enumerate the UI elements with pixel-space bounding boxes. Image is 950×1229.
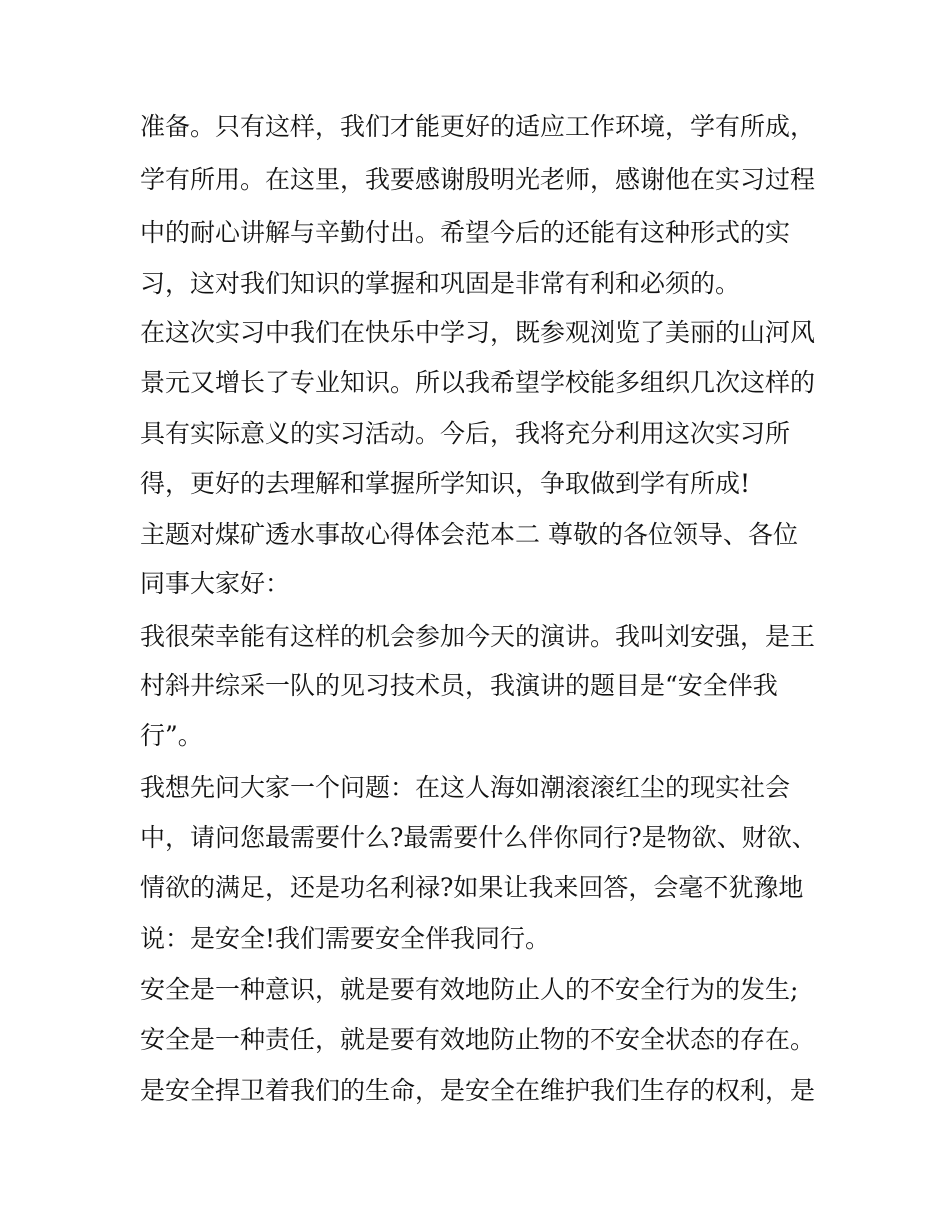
text-line-14: 我想先问大家一个问题：在这人海如潮滚滚红尘的现实社会: [140, 773, 791, 802]
text-line-11: 我很荣幸能有这样的机会参加今天的演讲。我叫刘安强，是王: [140, 622, 816, 651]
text-line-13: 行”。: [140, 721, 203, 750]
text-line-6: 景元又增长了专业知识。所以我希望学校能多组织几次这样的: [140, 368, 816, 397]
text-line-1: 准备。只有这样，我们才能更好的适应工作环境，学有所成，: [140, 112, 816, 141]
text-line-15: 中，请问您最需要什么?最需要什么伴你同行?是物欲、财欲、: [140, 823, 817, 852]
text-line-17: 说：是安全!我们需要安全伴我同行。: [140, 924, 551, 953]
text-line-19: 安全是一种责任，就是要有效地防止物的不安全状态的存在。: [140, 1025, 816, 1054]
text-line-4: 习，这对我们知识的掌握和巩固是非常有利和必须的。: [140, 269, 741, 298]
text-line-16: 情欲的满足，还是功名利禄?如果让我来回答，会毫不犹豫地: [140, 873, 804, 902]
text-line-2: 学有所用。在这里，我要感谢殷明光老师，感谢他在实习过程: [140, 165, 816, 194]
text-line-5: 在这次实习中我们在快乐中学习，既参观浏览了美丽的山河风: [140, 318, 816, 347]
text-line-9: 主题对煤矿透水事故心得体会范本二 尊敬的各位领导、各位: [140, 520, 798, 549]
text-line-18: 安全是一种意识，就是要有效地防止人的不安全行为的发生;: [140, 975, 799, 1004]
text-line-8: 得，更好的去理解和掌握所学知识，争取做到学有所成!: [140, 469, 751, 498]
text-line-7: 具有实际意义的实习活动。今后，我将充分利用这次实习所: [140, 419, 791, 448]
text-line-12: 村斜井综采一队的见习技术员，我演讲的题目是“安全伴我: [140, 671, 778, 700]
text-line-10: 同事大家好：: [140, 569, 291, 598]
text-line-20: 是安全捍卫着我们的生命，是安全在维护我们生存的权利，是: [140, 1076, 816, 1105]
text-line-3: 中的耐心讲解与辛勤付出。希望今后的还能有这种形式的实: [140, 218, 791, 247]
